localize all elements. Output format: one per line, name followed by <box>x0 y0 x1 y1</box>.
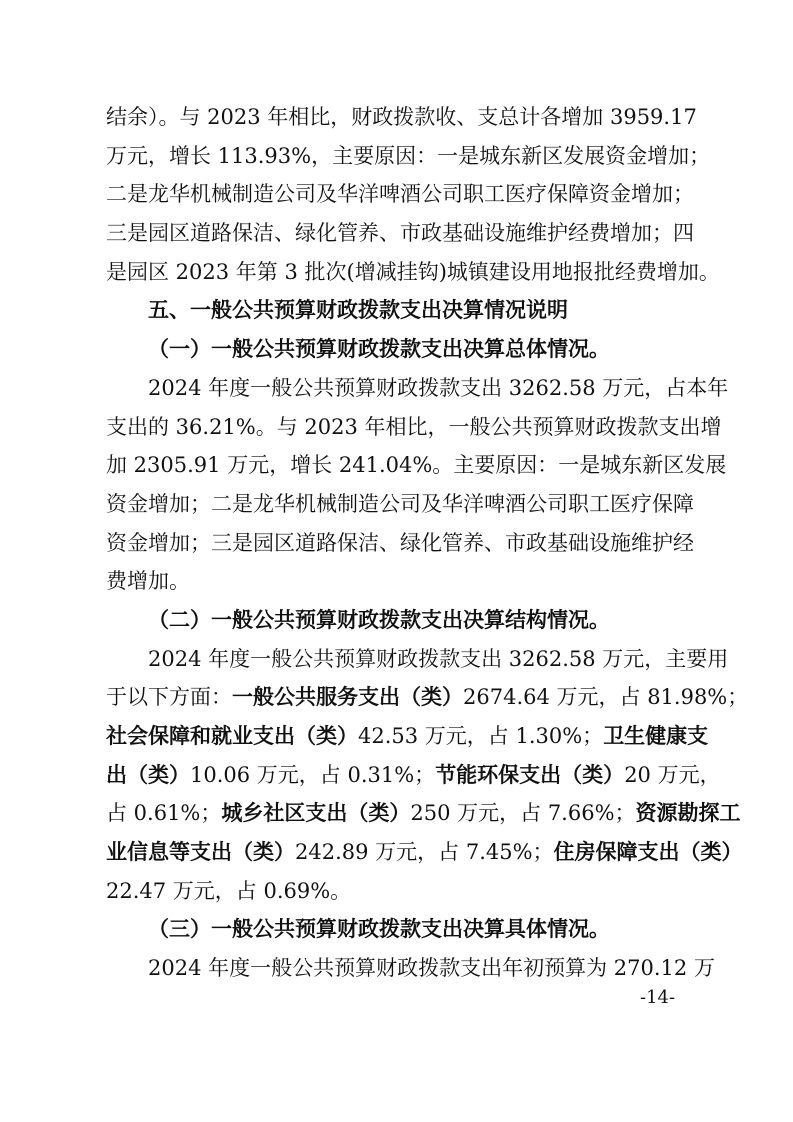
body-line: 支出的 36.21%。与 2023 年相比，一般公共预算财政拨款支出增 <box>106 414 722 439</box>
body-line: 费增加。 <box>106 569 190 594</box>
body-line: 2024 年度一般公共预算财政拨款支出 3262.58 万元，主要用 <box>148 646 729 671</box>
body-line: 2024 年度一般公共预算财政拨款支出 3262.58 万元，占本年 <box>148 375 729 400</box>
body-line: 是园区 2023 年第 3 批次(增减挂钩)城镇建设用地报批经费增加。 <box>106 259 720 284</box>
body-line: 结余）。与 2023 年相比，财政拨款收、支总计各增加 3959.17 <box>106 105 697 129</box>
body-line: 资金增加；二是龙华机械制造公司及华洋啤酒公司职工医疗保障 <box>106 491 694 516</box>
body-line: 二是龙华机械制造公司及华洋啤酒公司职工医疗保障资金增加； <box>106 182 694 207</box>
category-name: 卫生健康支 <box>603 723 709 748</box>
text-run: 22.47 万元，占 0.69%。 <box>106 878 352 903</box>
category-name: 一般公共服务支出（类） <box>232 684 463 710</box>
body-line <box>106 678 749 717</box>
text-run: 于以下方面： <box>106 685 232 710</box>
page-number: -14- <box>640 987 676 1008</box>
text-run: 10.06 万元，占 0.31%； <box>190 762 436 787</box>
section-heading: 五、一般公共预算财政拨款支出决算情况说明 <box>148 297 568 323</box>
body-line: 三是园区道路保洁、绿化管养、市政基础设施维护经费增加；四 <box>106 221 694 246</box>
subsection-heading: （三）一般公共预算财政拨款支出决算具体情况。 <box>148 916 610 942</box>
text-run: 250 万元，占 7.66%； <box>410 801 636 826</box>
text-run: 42.53 万元，占 1.30%； <box>358 724 604 748</box>
subsection-heading: （二）一般公共预算财政拨款支出决算结构情况。 <box>148 606 610 632</box>
category-name: 社会保障和就业支出（类） <box>106 723 358 748</box>
category-name: 节能环保支出（类） <box>435 761 625 787</box>
category-name: 资源勘探工 <box>635 800 741 826</box>
category-name: 业信息等支出（类） <box>106 839 295 865</box>
body-line <box>106 717 709 756</box>
document-body <box>106 98 749 988</box>
text-run: 占 0.61%； <box>106 801 222 826</box>
text-run: 242.89 万元，占 7.45%； <box>295 840 554 865</box>
text-run: 20 万元， <box>624 762 721 787</box>
body-line: 资金增加；三是园区道路保洁、绿化管养、市政基础设施维护经 <box>106 530 694 555</box>
subsection-heading: （一）一般公共预算财政拨款支出决算总体情况。 <box>148 336 610 362</box>
body-line: 万元，增长 113.93%，主要原因：一是城东新区发展资金增加； <box>106 143 711 168</box>
category-name: 住房保障支出（类） <box>553 839 743 865</box>
body-line <box>106 872 690 911</box>
body-line <box>106 756 721 795</box>
category-name: 出（类） <box>106 761 190 787</box>
category-name: 城乡社区支出（类） <box>221 800 411 826</box>
body-line <box>106 794 741 833</box>
body-line <box>106 833 743 872</box>
text-run: 2674.64 万元，占 81.98%； <box>463 685 749 710</box>
body-line: 2024 年度一般公共预算财政拨款支出年初预算为 270.12 万 <box>148 956 715 981</box>
body-line: 加 2305.91 万元，增长 241.04%。主要原因：一是城东新区发展 <box>106 453 727 478</box>
